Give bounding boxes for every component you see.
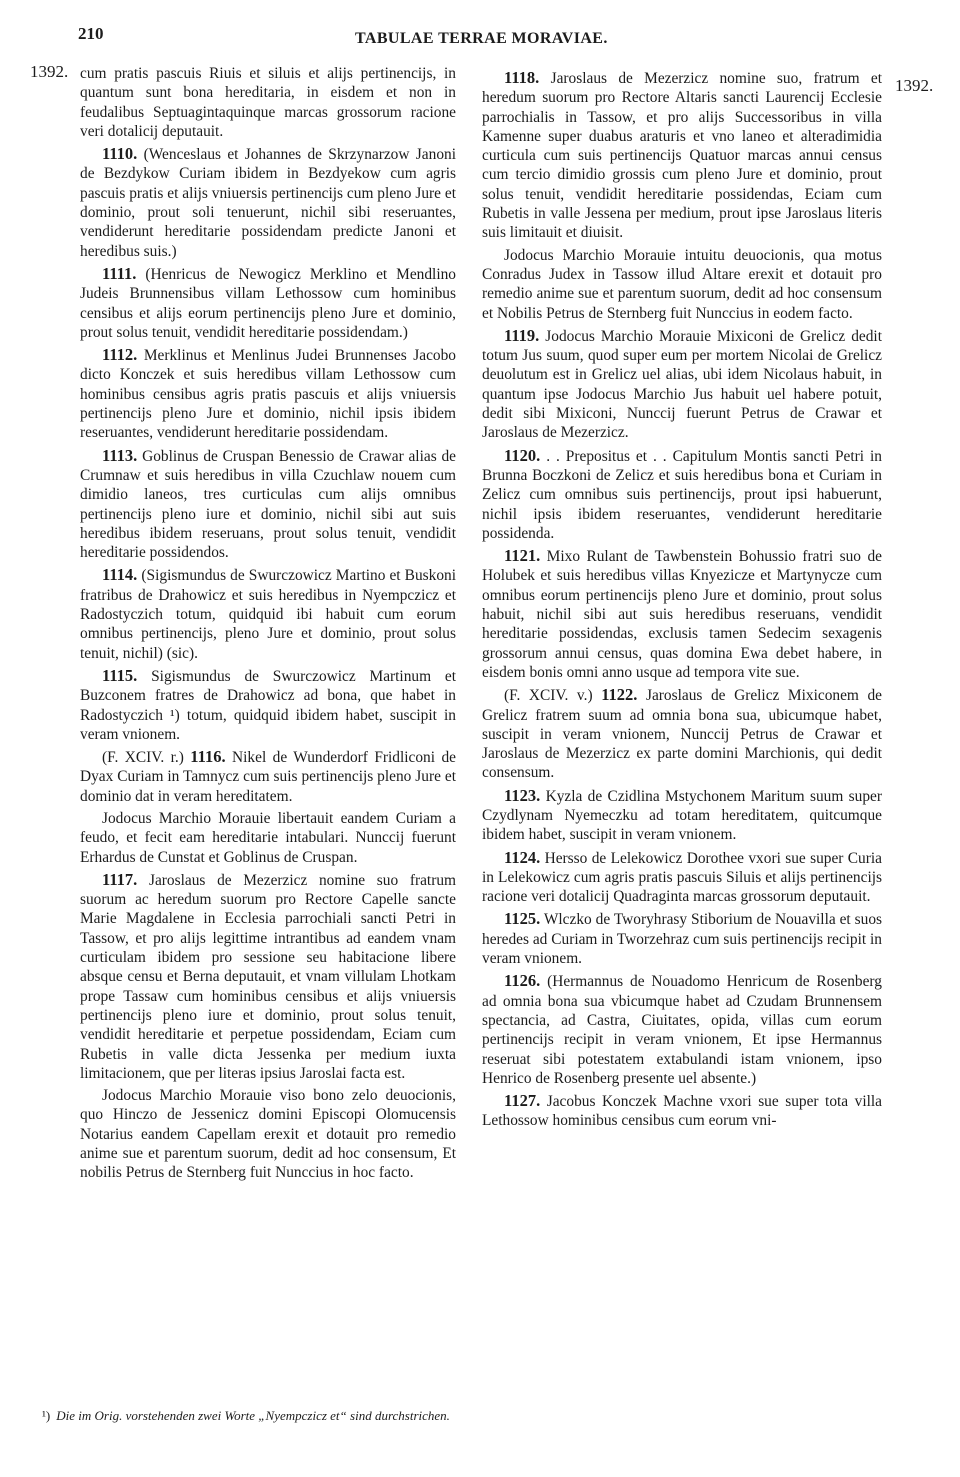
footnote-text: Die im Orig. vorstehenden zwei Worte „Nyempczicz et“ sind durchstrichen. [56,1408,450,1423]
entry-paragraph [482,971,882,1088]
entry-text: Mixo Rulant de Tawbenstein Bohussio fratri suo de Holubek et suis heredibus villas Knyezicze et Martynycze cum omnibus eorum pertinencijs pleno Jure et dominio, prout solus habuit, nichil sibi aut suis heredibus reseruans, vendidit hereditarie possidendas, exclusis tamen Sedecim sexagenis grossorum annui census, quas domina Ewa debet habere, in eisdem bonis omni anno usque ad tempora vite sue. [482,548,882,681]
entry-paragraph [80,809,456,867]
entry-text: (Henricus de Newogicz Merklino et Mendlino Judeis Brunnensibus villam Lethossow cum hominibus censibus et alijs eorum pertinencijs pleno Jure et dominio, prout solus tenuit, vendidit hereditarie possidendam.) [80,265,456,341]
entry-paragraph [80,1086,456,1182]
entry-paragraph [482,68,882,243]
entry-text: (Wenceslaus et Johannes de Skrzynarzow Janoni de Bezdykow Curiam ibidem in Bezdyekow cum agris pascuis pratis et alijs vniuersis pertinencijs cum pleno Jure et dominio, prout soli tenuerunt, nichil sibi reseruantes, vendiderunt hereditarie possidendam predicte Janoni et heredibus suis.) [80,146,456,260]
entry-number: 1111. [102,263,137,283]
folio-reference: (F. XCIV. v.) [504,687,593,705]
entry-text: cum pratis pascuis Riuis et siluis et alijs pertinencijs, in quantum sunt bona hereditaria, in eisdem et non in feudalibus Septuagintaquinque marcas grossorum racione veri dotalicij deputauit. [80,65,456,140]
entry-number: 1110. [102,144,138,164]
entry-text: Nikel de Wunderdorf Fridliconi de Dyax Curiam in Tamnycz cum suis pertinencijs pleno Jure et dominio dat in veram hereditatem. [80,749,456,805]
entry-paragraph [482,446,882,543]
entry-paragraph [482,1091,882,1131]
left-column [80,64,456,1186]
entry-text: Jodocus Marchio Morauie viso bono zelo deuocionis, quo Hinczo de Jessenicz domini Episcopi Olomucensis Notarius eandem Capellam erexit et dotauit pro remedio anime sue et parentum suorum, dedit ad hoc consensum, Et nobilis Petrus de Sternberg fuit Nunccius in hoc facto. [80,1087,456,1182]
entry-number: 1114. [102,565,138,585]
entry-number: 1119. [504,325,540,345]
entry-number: 1116. [190,747,226,767]
year-marker-right: 1392. [895,76,934,95]
entry-number: 1124. [504,847,541,867]
entry-number: 1113. [102,445,138,465]
entry-number: 1117. [102,869,138,889]
entry-number: 1121. [504,546,541,566]
entry-paragraph [80,870,456,1083]
entry-number: 1115. [102,665,138,685]
entry-text: Merklinus et Menlinus Judei Brunnenses Jacobo dicto Konczek et suis heredibus villam Lethossow cum hominibus censibus agris pratis pascuis et alijs vniuersis pertinencijs pleno Jure et dominio, nichil ipsis ibidem reseruantes, vendiderunt hereditarie possidendam. [80,347,456,442]
entry-number: 1125. [504,909,541,929]
entry-paragraph [80,446,456,563]
entry-text: (Sigismundus de Swurczowicz Martino et Buskoni fratribus de Drahowicz et suis heredibus in Nyempczicz et Radostyczich totum, quidquid ibi habuit cum eorum omnibus pertinencijs, pleno Jure et dominio, prout solus tenuit, nichil) (sic). [80,567,456,662]
entry-paragraph [482,546,882,682]
entry-paragraph [482,909,882,968]
entry-number: 1120. [504,445,541,465]
entry-text: Jaroslaus de Mezerzicz nomine suo fratrum suorum ac heredum suorum pro Rectore Capelle sancte Marie Magdalene in Ecclesia parrochiali sancti Petri in Tassow, et pro alijs legittime intrantibus ad eandem vnam curticulam ibidem pro sessione seu habitacione libere absque censu et Berna deputauit, et vnam villulam Lhotkam prope Tassaw cum hominibus censibus et alijs vniuersis pertinencijs pleno iure et dominio, prout solus tenuit, vendidit hereditarie et perpetue possidendam, Eciam cum Rubetis in valle dicta Jessenka per medium iuxta limitacionem, que per literas ipsius Jaroslai facta est. [80,871,456,1082]
entry-text: Hersso de Lelekowicz Dorothee vxori sue super Curia in Lelekowicz cum agris pratis pascuis Siluis et alijs pertinencijs racione veri dotalicij Quadraginta marcas grossorum deputauit. [482,849,882,906]
entry-text: . . Prepositus et . . Capitulum Montis sancti Petri in Brunna Boczkoni de Zelicz et suis heredibus bona et Curiam in Zelicz cum omnibus suis pertinencijs, prout ipsi habuerunt, nichil ipsis ibidem reseruantes, vendiderunt hereditarie possidenda. [482,447,882,542]
entry-number: 1112. [102,345,138,365]
entry-paragraph [482,246,882,323]
folio-reference: (F. XCIV. r.) [102,749,184,767]
footnote [42,1408,902,1424]
entry-paragraph [482,786,882,845]
entry-text: Kyzla de Czidlina Mstychonem Maritum suum super Czydlynam Nyemeczku ad totam hereditatem, quitcumque ibidem habet, suscipit in veram vnionem. [482,787,882,844]
right-column [482,68,882,1134]
entry-number: 1126. [504,971,541,991]
entry-text: Wlczko de Tworyhrasy Stiborium de Nouavilla et suos heredes ad Curiam in Tworzehraz cum suis pertinencijs recipit in veram vnionem. [482,911,883,968]
year-marker-left: 1392. [30,62,69,81]
page-number: 210 [78,24,104,43]
entry-text: Jaroslaus de Grelicz Mixiconem de Grelicz fratrem suum ad omnia bona sua, ubicumque habet, suscipit in veram vnionem, Nunccij Petrus de Crawar et Jaroslaus de Mezerzicz ex parte domini Marchionis, qui dedit consensum. [482,687,882,782]
footnote-mark: ¹) [42,1408,51,1423]
entry-text: (Hermannus de Nouadomo Henricum de Rosenberg ad omnia bona sua vbicumque habet ad Czudam Brunnensem spectancia, ad Castra, Ciuitates, opida, villas cum eorum pertinencijs recipit in veram vnionem, Et ipse Hermannus reseruat sibi potestatem extabulandi istam vnionem, ipso Henrico de Rosenberg presente uel absente.) [482,973,882,1087]
entry-paragraph [80,666,456,744]
entry-paragraph [80,747,456,806]
entry-text: Goblinus de Cruspan Benessio de Crawar alias de Crumnaw et suis heredibus in villa Czuchlaw nouem cum dimidio laneos, tres curticulas cum alijs omnibus pertinencijs pleno iure et dominio, nichil sibi aut suis heredibus ibidem reseruans, prout solus tenuit, vendidit hereditarie possidendos. [80,447,456,562]
entry-paragraph [80,345,456,442]
entry-text: Jacobus Konczek Machne vxori sue super tota villa Lethossow hominibus censibus cum eorum vni- [482,1093,882,1130]
entry-number: 1127. [504,1091,541,1111]
entry-text: Jodocus Marchio Morauie libertauit eandem Curiam a feudo, et fecit eam hereditarie intabulari. Nunccij fuerunt Erhardus de Cunstat et Goblinus de Cruspan. [80,809,456,866]
entry-text: Jodocus Marchio Morauie intuitu deuocionis, qua motus Conradus Judex in Tassow illud Altare erexit et dotauit pro remedio anime sue et parentum suorum, dedit ad hoc consensum et Nobilis Petrus de Sternberg fuit Nunccius in eodem facto. [482,246,882,322]
entry-paragraph [482,326,882,443]
entry-number: 1118. [504,68,540,87]
entry-paragraph [482,685,882,782]
entry-text: Jodocus Marchio Morauie Mixiconi de Grelicz dedit totum Jus suum, quod super eum per mortem Nicolai de Grelicz deuolutum est in Grelicz uel alias, ubi idem Nicolaus habuit, in quantum ipse Jodocus Marchio Jus habuit uel habere potuit, dedit sibi Mixiconi, Nunccij fuerunt Petrus de Crawar et Jaroslaus de Mezerzicz. [482,327,882,442]
entry-number: 1123. [504,785,541,805]
entry-paragraph [80,144,456,261]
entry-paragraph [80,565,456,662]
entry-paragraph [482,848,882,907]
running-head: TABULAE TERRAE MORAVIAE. [355,30,608,47]
entry-paragraph [80,64,456,141]
entry-text: Sigismundus de Swurczowicz Martinum et Buzconem fratres de Drahowicz ad bona, que habet in Radostyczich ¹) totum, quidquid ibidem habet, suscipit in veram vnionem. [80,667,456,743]
entry-number: 1122. [601,685,638,705]
entry-paragraph [80,264,456,342]
entry-text: Jaroslaus de Mezerzicz nomine suo, fratrum et heredum suorum pro Rectore Altaris sancti Laurencij Ecclesie parrochialis in Tassow, et pro alijs Successoribus in villa Kamenne super duabus araturis et vno laneo et alteradimidia curticula cum suis pertinencijs Quatuor marcas annui census cum tercio dimidio grossis cum pleno Jure et dominio, prout solus tenuit, vendidit hereditarie possidendas, Eciam cum Rubetis in valle Jessena per medium, prout ipse Jaroslaus literis suis limitauit et diuisit. [482,70,882,242]
